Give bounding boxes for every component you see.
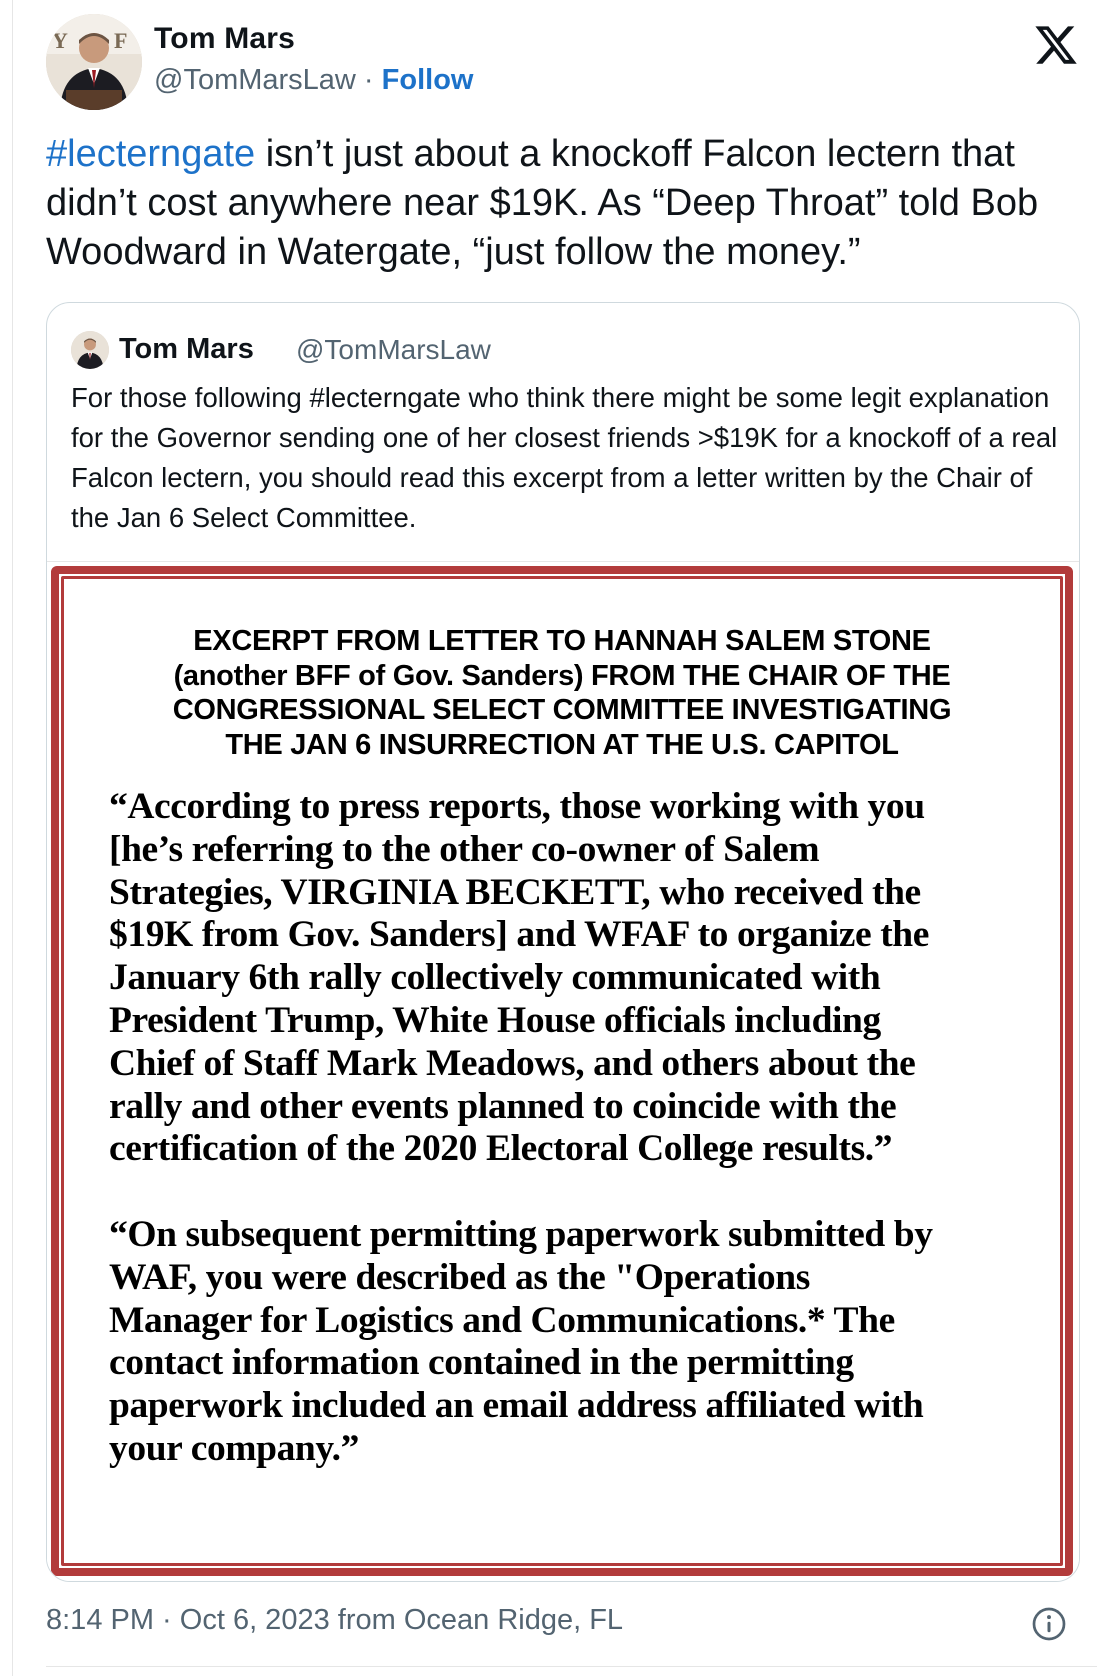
- excerpt-heading-line: THE JAN 6 INSURRECTION AT THE U.S. CAPITOL: [225, 728, 899, 761]
- excerpt-line: contact information contained in the permitting: [109, 1342, 854, 1384]
- excerpt-line: paperwork included an email address affiliated with: [109, 1385, 924, 1427]
- tweet-body: isn’t just about a knockoff Falcon lectern that didn’t cost anywhere near $19K. As “Deep Throat” told Bob Woodward in Watergate, “just follow the money.”: [46, 133, 1039, 273]
- excerpt-line: President Trump, White House officials including: [109, 999, 881, 1041]
- tweet-text: [46, 130, 1086, 277]
- excerpt-quote-2: [109, 1214, 979, 1471]
- svg-text:Y: Y: [52, 28, 68, 53]
- excerpt-line: certification of the 2020 Electoral College results.”: [109, 1128, 893, 1170]
- excerpt-frame: [51, 566, 1073, 1576]
- hashtag-link[interactable]: #lecterngate: [46, 133, 256, 175]
- person-avatar-icon: [46, 14, 142, 110]
- excerpt-line: [he’s referring to the other co-owner of Salem: [109, 828, 820, 870]
- excerpt-line: your company.”: [109, 1427, 359, 1469]
- x-logo-icon[interactable]: [1033, 22, 1079, 68]
- quoted-author-handle: @TomMarsLaw: [296, 334, 491, 365]
- excerpt-line: “On subsequent permitting paperwork submitted by: [109, 1214, 933, 1255]
- author-avatar[interactable]: [46, 14, 142, 110]
- excerpt-line: Chief of Staff Mark Meadows, and others about the: [109, 1042, 916, 1084]
- excerpt-heading: [79, 624, 1045, 762]
- tweet-timestamp[interactable]: 8:14 PM · Oct 6, 2023 from Ocean Ridge, FL: [46, 1604, 624, 1636]
- quoted-author-name: Tom Mars: [119, 333, 254, 365]
- excerpt-quote-1: [109, 786, 979, 1171]
- quoted-author-avatar: [71, 331, 109, 369]
- quoted-tweet-text: For those following #lecterngate who think there might be some legit explanation for the Governor sending one of her closest friends >$19K for a knockoff of a real Falcon lectern, you should read this excerpt from a letter written by the Chair of the Jan 6 Select Committee.: [71, 382, 1058, 533]
- left-border: [12, 0, 13, 1676]
- follow-button[interactable]: Follow: [381, 64, 474, 96]
- author-handle-line: [154, 64, 473, 97]
- excerpt-line: $19K from Gov. Sanders] and WFAF to organize the: [109, 914, 930, 956]
- excerpt-line: rally and other events planned to coincide with the: [109, 1085, 897, 1127]
- quoted-tweet-image[interactable]: [47, 561, 1079, 1582]
- svg-text:F: F: [114, 28, 128, 53]
- info-icon[interactable]: [1031, 1606, 1067, 1642]
- quoted-tweet[interactable]: [46, 302, 1080, 1582]
- author-handle[interactable]: @TomMarsLaw: [154, 64, 356, 96]
- handle-separator: ·: [355, 64, 382, 96]
- excerpt-line: Manager for Logistics and Communications.* The: [109, 1299, 895, 1341]
- person-avatar-icon: [71, 331, 109, 369]
- excerpt-heading-line: EXCERPT FROM LETTER TO HANNAH SALEM STONE: [193, 625, 931, 657]
- excerpt-line: “According to press reports, those working with you: [109, 786, 925, 827]
- excerpt-heading-line: (another BFF of Gov. Sanders) FROM THE CHAIR OF THE: [173, 659, 951, 692]
- excerpt-line: Strategies, VIRGINIA BECKETT, who received the: [109, 871, 921, 913]
- bottom-divider: [46, 1666, 1097, 1667]
- author-name[interactable]: Tom Mars: [154, 22, 296, 55]
- excerpt-line: WAF, you were described as the "Operations: [109, 1256, 810, 1298]
- excerpt-line: January 6th rally collectively communicated with: [109, 957, 881, 999]
- excerpt-heading-line: CONGRESSIONAL SELECT COMMITTEE INVESTIGATING: [172, 694, 952, 726]
- tweet-header: [46, 14, 1097, 114]
